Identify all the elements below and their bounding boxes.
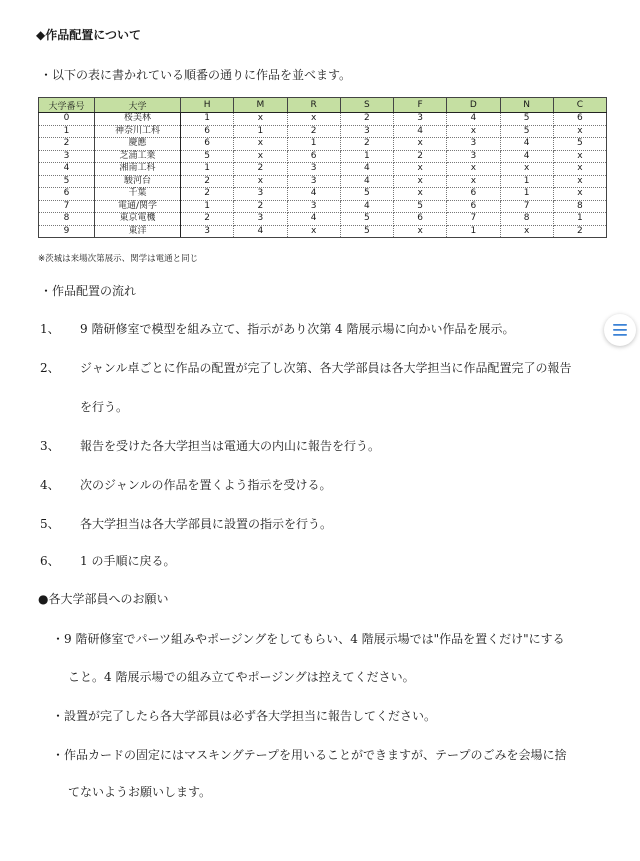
table-cell: 8: [39, 213, 95, 226]
table-cell: 駿河台: [95, 175, 181, 188]
list-menu-icon: [613, 324, 627, 336]
table-cell: 4: [340, 163, 393, 176]
step-number: 2、: [40, 361, 60, 375]
table-cell: 2: [181, 213, 234, 226]
table-cell: 千葉: [95, 188, 181, 201]
table-cell: x: [553, 150, 606, 163]
table-header-cell: R: [287, 98, 340, 113]
request-item: ・作品カードの固定にはマスキングテープを用いることができますが、テープのごみを会場に捨: [52, 748, 567, 762]
table-cell: 4: [500, 150, 553, 163]
table-cell: 4: [500, 138, 553, 151]
table-cell: x: [234, 113, 287, 126]
table-cell: 芝浦工業: [95, 150, 181, 163]
table-cell: x: [500, 225, 553, 238]
table-header-cell: D: [447, 98, 500, 113]
table-cell: x: [394, 163, 447, 176]
placement-order-table: [38, 97, 607, 238]
table-cell: x: [447, 175, 500, 188]
table-cell: 4: [39, 163, 95, 176]
table-row: [39, 213, 607, 226]
table-cell: 3: [394, 113, 447, 126]
table-header-cell: 大学番号: [39, 98, 95, 113]
step-text: 報告を受けた各大学担当は電通大の内山に報告を行う。: [80, 439, 381, 453]
table-cell: x: [287, 113, 340, 126]
table-cell: 5: [500, 125, 553, 138]
table-cell: 電通/関学: [95, 200, 181, 213]
table-cell: x: [394, 138, 447, 151]
step-number: 3、: [40, 439, 60, 453]
table-cell: 6: [447, 188, 500, 201]
table-cell: 5: [553, 138, 606, 151]
table-cell: 3: [340, 125, 393, 138]
table-cell: 5: [340, 188, 393, 201]
table-cell: 1: [181, 163, 234, 176]
section-heading: ◆作品配置について: [36, 28, 141, 42]
table-cell: 6: [553, 113, 606, 126]
table-cell: 5: [500, 113, 553, 126]
table-cell: x: [394, 225, 447, 238]
table-cell: 6: [447, 200, 500, 213]
table-cell: 2: [234, 200, 287, 213]
table-cell: 4: [287, 188, 340, 201]
table-cell: 慶應: [95, 138, 181, 151]
step-text: 各大学担当は各大学部員に設置の指示を行う。: [80, 517, 333, 531]
table-cell: x: [553, 175, 606, 188]
table-cell: 5: [340, 225, 393, 238]
table-cell: 4: [447, 113, 500, 126]
table-cell: 4: [287, 213, 340, 226]
step-number: 4、: [40, 478, 60, 492]
table-cell: x: [234, 175, 287, 188]
table-cell: 5: [340, 213, 393, 226]
table-cell: x: [287, 225, 340, 238]
table-row: [39, 175, 607, 188]
table-cell: 2: [181, 175, 234, 188]
table-row: [39, 225, 607, 238]
table-row: [39, 125, 607, 138]
table-cell: 7: [447, 213, 500, 226]
table-cell: x: [553, 188, 606, 201]
step-number: 6、: [40, 554, 60, 568]
table-cell: 6: [181, 138, 234, 151]
request-item: ・設置が完了したら各大学部員は必ず各大学担当に報告してください。: [52, 709, 437, 723]
table-cell: x: [394, 175, 447, 188]
table-cell: 2: [340, 138, 393, 151]
table-cell: 8: [553, 200, 606, 213]
flow-title: ・作品配置の流れ: [40, 284, 137, 298]
step-text: ジャンル卓ごとに作品の配置が完了し次第、各大学部員は各大学担当に作品配置完了の報告: [80, 361, 572, 375]
table-cell: 3: [39, 150, 95, 163]
table-cell: x: [553, 125, 606, 138]
table-row: [39, 200, 607, 213]
table-cell: 6: [287, 150, 340, 163]
table-cell: 2: [340, 113, 393, 126]
table-row: [39, 188, 607, 201]
table-row: [39, 150, 607, 163]
table-cell: 湘南工科: [95, 163, 181, 176]
table-cell: 2: [181, 188, 234, 201]
table-cell: 神奈川工科: [95, 125, 181, 138]
table-cell: 東洋: [95, 225, 181, 238]
table-cell: 1: [500, 175, 553, 188]
step-text: 9 階研修室で模型を組み立て、指示があり次第 4 階展示場に向かい作品を展示。: [80, 322, 515, 336]
table-cell: 8: [500, 213, 553, 226]
table-cell: 5: [181, 150, 234, 163]
table-cell: 2: [39, 138, 95, 151]
table-cell: x: [447, 125, 500, 138]
table-cell: 1: [181, 200, 234, 213]
table-cell: x: [234, 150, 287, 163]
request-item-continued: てないようお願いします。: [68, 785, 212, 799]
table-cell: 4: [394, 125, 447, 138]
table-cell: 3: [287, 200, 340, 213]
table-header-cell: H: [181, 98, 234, 113]
table-header-cell: S: [340, 98, 393, 113]
table-cell: 7: [39, 200, 95, 213]
table-cell: x: [447, 163, 500, 176]
step-text: 次のジャンルの作品を置くよう指示を受ける。: [80, 478, 332, 492]
request-item: ・9 階研修室でパーツ組みやポージングをしてもらい、4 階展示場では"作品を置くだけ"にする: [52, 632, 565, 646]
table-header-row: [39, 98, 607, 113]
table-body: [39, 113, 607, 238]
table-cell: 3: [181, 225, 234, 238]
table-cell: 4: [234, 225, 287, 238]
table-cell: 3: [287, 163, 340, 176]
step-number: 5、: [40, 517, 60, 531]
intro-text: ・以下の表に書かれている順番の通りに作品を並べます。: [40, 68, 352, 82]
table-cell: 6: [181, 125, 234, 138]
table-cell: 9: [39, 225, 95, 238]
table-cell: 6: [394, 213, 447, 226]
table-header-cell: 大学: [95, 98, 181, 113]
table-cell: 3: [234, 188, 287, 201]
table-cell: 0: [39, 113, 95, 126]
table-cell: 1: [234, 125, 287, 138]
table-cell: 4: [340, 200, 393, 213]
table-row: [39, 163, 607, 176]
request-item-continued: こと。4 階展示場での組み立てやポージングは控えてください。: [68, 670, 415, 684]
table-cell: 3: [234, 213, 287, 226]
table-cell: 1: [500, 188, 553, 201]
table-cell: 2: [287, 125, 340, 138]
table-header-cell: M: [234, 98, 287, 113]
step-text: 1 の手順に戻る。: [80, 554, 176, 568]
table-cell: 5: [39, 175, 95, 188]
requests-title: ●各大学部員へのお願い: [38, 592, 169, 606]
table-cell: 3: [447, 138, 500, 151]
table-row: [39, 138, 607, 151]
table-cell: 1: [39, 125, 95, 138]
table-cell: 1: [340, 150, 393, 163]
table-cell: 桜美林: [95, 113, 181, 126]
table-cell: 3: [287, 175, 340, 188]
table-cell: 1: [553, 213, 606, 226]
table-cell: x: [234, 138, 287, 151]
table-cell: 2: [553, 225, 606, 238]
step-text-continued: を行う。: [80, 400, 129, 414]
table-header-cell: F: [394, 98, 447, 113]
table-cell: 5: [394, 200, 447, 213]
table-cell: x: [500, 163, 553, 176]
table-cell: 4: [340, 175, 393, 188]
table-cell: 1: [181, 113, 234, 126]
side-menu-button[interactable]: [604, 314, 636, 346]
table-row: [39, 113, 607, 126]
step-number: 1、: [40, 322, 60, 336]
table-note: ※茨城は来場次第展示、関学は電通と同じ: [38, 254, 199, 264]
table-header-cell: C: [553, 98, 606, 113]
table-cell: 6: [39, 188, 95, 201]
table-cell: x: [553, 163, 606, 176]
table-cell: 1: [447, 225, 500, 238]
table-cell: 東京電機: [95, 213, 181, 226]
table-cell: 7: [500, 200, 553, 213]
table-cell: 3: [447, 150, 500, 163]
table-cell: 2: [394, 150, 447, 163]
table-cell: 1: [287, 138, 340, 151]
table-cell: 2: [234, 163, 287, 176]
table-cell: x: [394, 188, 447, 201]
table-header-cell: N: [500, 98, 553, 113]
